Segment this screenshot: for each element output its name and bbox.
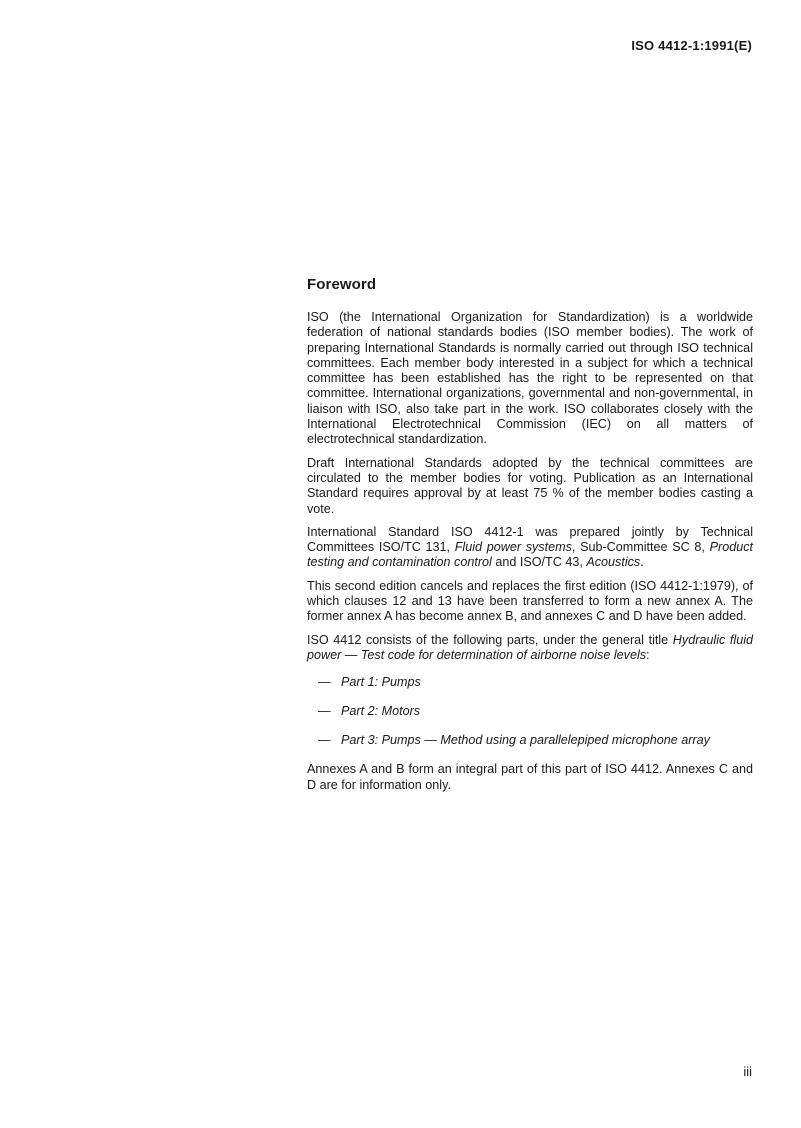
part-label: Part 3: Pumps — Method using a parallelepiped microphone array (341, 733, 710, 748)
part-label: Part 2: Motors (341, 704, 421, 719)
foreword-heading: Foreword (307, 276, 377, 293)
part-label: Part 1: Pumps (341, 675, 421, 690)
preparation-text-4: . (640, 555, 644, 570)
general-title: Hydraulic fluid power — Test code for determination of airborne noise levels (307, 632, 754, 662)
committee-title-fluid-power: Fluid power systems (454, 540, 572, 555)
document-identifier: ISO 4412-1:1991(E) (631, 38, 752, 53)
parts-intro-colon: : (646, 647, 650, 662)
committee-title-acoustics: Acoustics (586, 555, 641, 570)
paragraph-annexes: Annexes A and B form an integral part of this part of ISO 4412. Annexes C and D are for information only. (307, 762, 753, 792)
paragraph-preparation (307, 525, 753, 571)
list-item-part-1 (318, 675, 753, 690)
paragraph-edition: This second edition cancels and replaces the first edition (ISO 4412-1:1979), of which clauses 12 and 13 have been transferred to form a new annex A. The former annex A has become annex B, and annexes C and D have been added. (307, 578, 753, 624)
parts-list (307, 675, 753, 748)
foreword-section (307, 276, 753, 801)
page-number: iii (743, 1064, 752, 1079)
preparation-text-1: International Standard ISO 4412-1 was prepared jointly by Technical Committees ISO/TC 131, (307, 524, 753, 555)
parts-intro-text: ISO 4412 consists of the following parts, under the general title (307, 632, 673, 647)
preparation-text-2: , Sub-Committee SC 8, (571, 540, 710, 555)
list-dash: — (318, 733, 331, 748)
list-dash: — (318, 675, 331, 690)
subcommittee-title: Product testing and contamination control (307, 540, 754, 570)
list-item-part-3 (318, 733, 753, 748)
paragraph-iso-intro: ISO (the International Organization for Standardization) is a worldwide federation of national standards bodies (ISO member bodies). The work of preparing International Standards is normally carried out through ISO technical committees. Each member body interested in a subject for which a technical committee has been established has the right to be represented on that committee. International organizations, governmental and non-governmental, in liaison with ISO, also take part in the work. ISO collaborates closely with the International Electrotechnical Commission (IEC) on all matters of electrotechnical standardization. (307, 310, 753, 447)
list-dash: — (318, 704, 331, 719)
paragraph-draft-standards: Draft International Standards adopted by the technical committees are circulated to the member bodies for voting. Publication as an International Standard requires approval by at least 75 % of the member bodies casting a vote. (307, 455, 753, 516)
preparation-text-3: and ISO/TC 43, (491, 555, 587, 570)
list-item-part-2 (318, 704, 753, 719)
paragraph-parts-intro (307, 633, 753, 664)
